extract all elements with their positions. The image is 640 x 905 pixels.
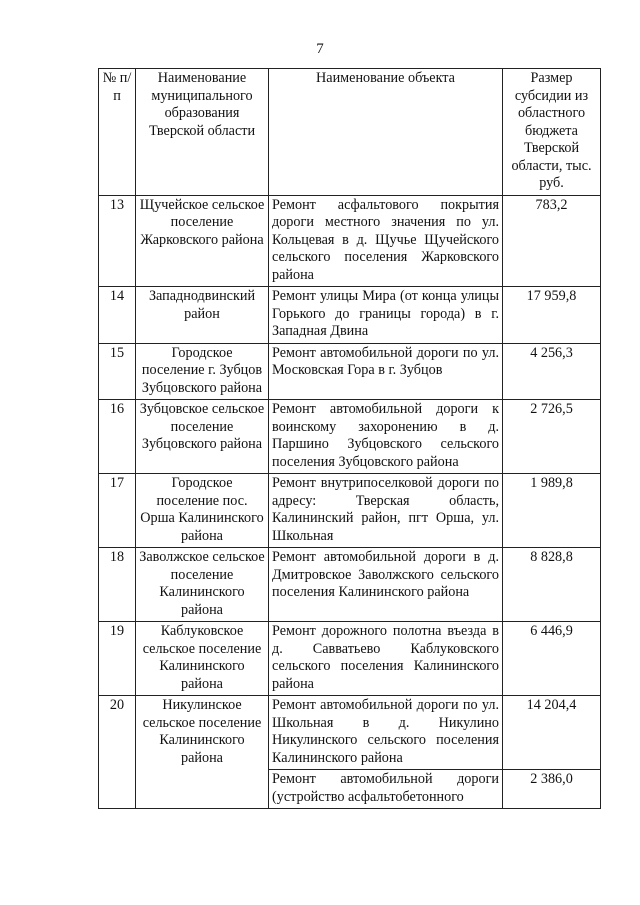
table-row <box>99 195 601 287</box>
page-number: 7 <box>316 41 324 57</box>
table-row <box>99 343 601 400</box>
row-amount: 1 989,8 <box>503 474 601 548</box>
header-object: Наименование объекта <box>269 69 503 196</box>
row-number: 16 <box>99 400 136 474</box>
row-object: Ремонт автомобильной дороги по ул. Московская Гора в г. Зубцов <box>269 343 503 400</box>
row-amount: 8 828,8 <box>503 548 601 622</box>
row-amount: 2 386,0 <box>503 770 601 809</box>
row-number: 15 <box>99 343 136 400</box>
row-municipality: Городское поселение г. Зубцов Зубцовского района <box>136 343 269 400</box>
row-object: Ремонт автомобильной дороги (устройство асфальтобетонного <box>269 770 503 809</box>
row-municipality: Городское поселение пос. Орша Калининского района <box>136 474 269 548</box>
row-municipality: Зубцовское сельское поселение Зубцовского района <box>136 400 269 474</box>
header-num: № п/п <box>99 69 136 196</box>
row-number: 18 <box>99 548 136 622</box>
row-number: 13 <box>99 195 136 287</box>
row-municipality: Каблуковское сельское поселение Калининского района <box>136 622 269 696</box>
table-header-row <box>99 69 601 196</box>
row-object: Ремонт улицы Мира (от конца улицы Горького до границы города) в г. Западная Двина <box>269 287 503 344</box>
row-municipality: Никулинское сельское поселение Калининского района <box>136 696 269 809</box>
subsidy-table <box>98 68 601 809</box>
row-amount: 783,2 <box>503 195 601 287</box>
row-number: 17 <box>99 474 136 548</box>
row-object: Ремонт автомобильной дороги к воинскому захоронению в д. Паршино Зубцовского сельского поселения Зубцовского района <box>269 400 503 474</box>
row-object: Ремонт автомобильной дороги в д. Дмитровское Заволжского сельского поселения Калининского района <box>269 548 503 622</box>
row-number: 14 <box>99 287 136 344</box>
row-amount: 14 204,4 <box>503 696 601 770</box>
row-object: Ремонт асфальтового покрытия дороги местного значения по ул. Кольцевая в д. Щучье Щучейского сельского поселения Жарковского района <box>269 195 503 287</box>
header-subsidy: Размер субсидии из областного бюджета Тверской области, тыс. руб. <box>503 69 601 196</box>
row-amount: 4 256,3 <box>503 343 601 400</box>
row-number: 20 <box>99 696 136 809</box>
row-amount: 2 726,5 <box>503 400 601 474</box>
row-municipality: Западнодвинский район <box>136 287 269 344</box>
table-row <box>99 287 601 344</box>
row-municipality: Заволжское сельское поселение Калининского района <box>136 548 269 622</box>
table-row <box>99 400 601 474</box>
row-number: 19 <box>99 622 136 696</box>
row-object: Ремонт дорожного полотна въезда в д. Савватьево Каблуковского сельского поселения Калининского района <box>269 622 503 696</box>
row-amount: 6 446,9 <box>503 622 601 696</box>
table-row <box>99 622 601 696</box>
header-municipality: Наименование муниципального образования Тверской области <box>136 69 269 196</box>
table-row <box>99 696 601 770</box>
row-object: Ремонт внутрипоселковой дороги по адресу: Тверская область, Калининский район, пгт Орша, ул. Школьная <box>269 474 503 548</box>
row-municipality: Щучейское сельское поселение Жарковского района <box>136 195 269 287</box>
row-amount: 17 959,8 <box>503 287 601 344</box>
table-row <box>99 474 601 548</box>
table-row <box>99 548 601 622</box>
row-object: Ремонт автомобильной дороги по ул. Школьная в д. Никулино Никулинского сельского поселения Калининского района <box>269 696 503 770</box>
